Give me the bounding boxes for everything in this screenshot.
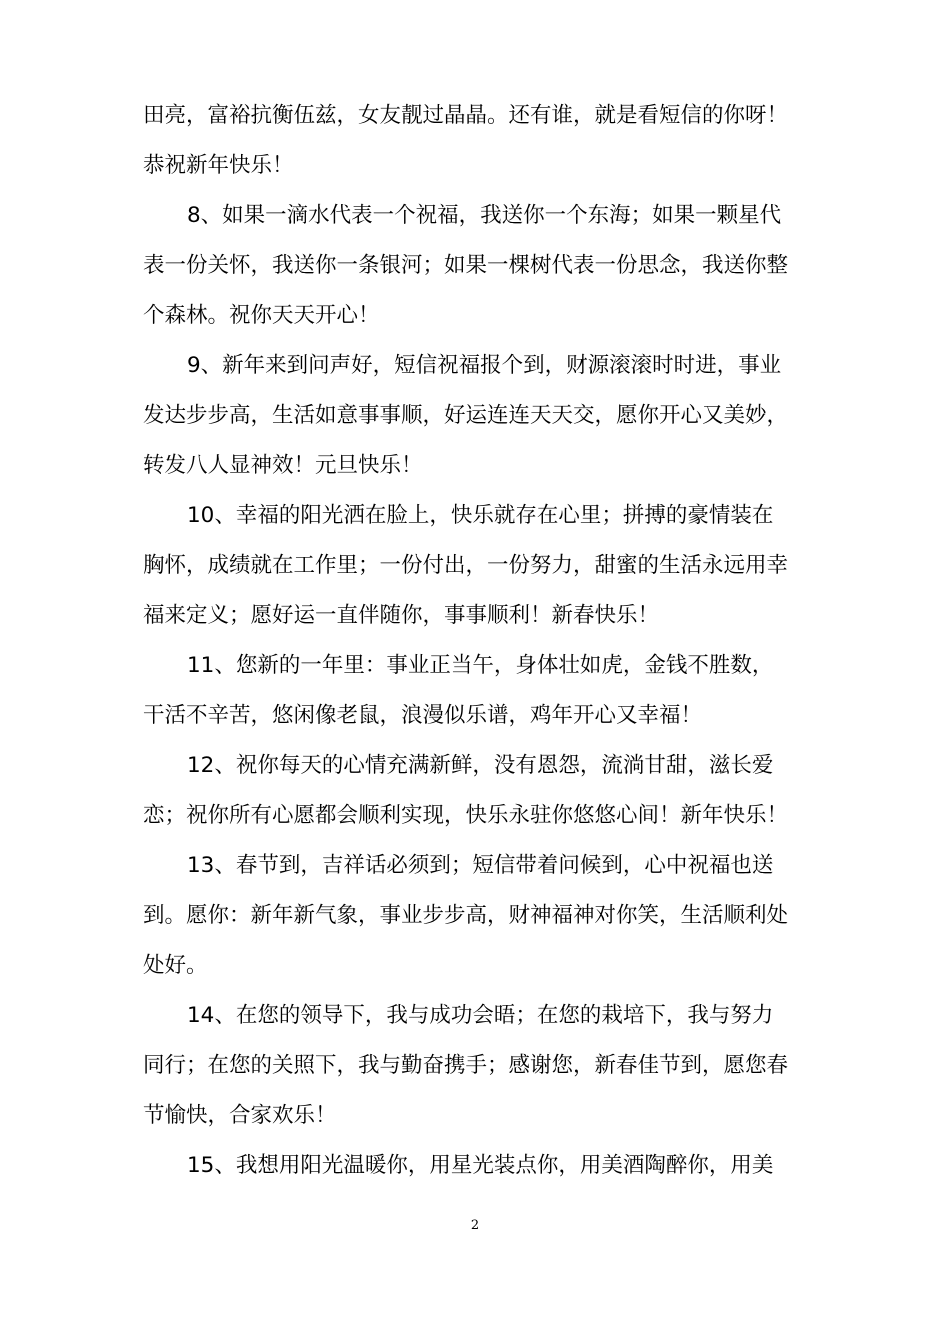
text-line: 到。愿你：新年新气象，事业步步高，财神福神对你笑，生活顺利处 [143, 903, 789, 928]
paragraph-start-9: 9、新年来到问声好，短信祝福报个到，财源滚滚时时进，事业 [187, 353, 782, 378]
paragraph-start-12: 12、祝你每天的心情充满新鲜，没有恩怨，流淌甘甜，滋长爱 [187, 753, 774, 778]
text-line: 干活不辛苦，悠闲像老鼠，浪漫似乐谱，鸡年开心又幸福！ [143, 703, 703, 728]
text-line: 节愉快，合家欢乐！ [143, 1103, 337, 1128]
text-line: 处好。 [143, 953, 208, 978]
document-body [143, 91, 819, 1191]
text-line: 胸怀，成绩就在工作里；一份付出，一份努力，甜蜜的生活永远用幸 [143, 553, 789, 578]
text-line: 福来定义；愿好运一直伴随你，事事顺利！新春快乐！ [143, 603, 660, 628]
text-line: 恋；祝你所有心愿都会顺利实现，快乐永驻你悠悠心间！新年快乐！ [143, 803, 789, 828]
paragraph-start-15: 15、我想用阳光温暖你，用星光装点你，用美酒陶醉你，用美 [187, 1153, 774, 1178]
text-line: 表一份关怀，我送你一条银河；如果一棵树代表一份思念，我送你整 [143, 253, 789, 278]
text-line: 田亮，富裕抗衡伍兹，女友靓过晶晶。还有谁，就是看短信的你呀！ [143, 103, 789, 128]
paragraph-start-11: 11、您新的一年里：事业正当午，身体壮如虎，金钱不胜数， [187, 653, 774, 678]
paragraph-start-13: 13、春节到，吉祥话必须到；短信带着问候到，心中祝福也送 [187, 853, 774, 878]
text-line: 同行；在您的关照下，我与勤奋携手；感谢您，新春佳节到，愿您春 [143, 1053, 789, 1078]
paragraph-start-14: 14、在您的领导下，我与成功会晤；在您的栽培下，我与努力 [187, 1003, 774, 1028]
text-line: 转发八人显神效！元旦快乐！ [143, 453, 423, 478]
text-line: 发达步步高，生活如意事事顺，好运连连天天交，愿你开心又美妙， [143, 403, 789, 428]
paragraph-start-10: 10、幸福的阳光洒在脸上，快乐就存在心里；拼搏的豪情装在 [187, 503, 774, 528]
text-line: 个森林。祝你天天开心！ [143, 303, 380, 328]
paragraph-start-8: 8、如果一滴水代表一个祝福，我送你一个东海；如果一颗星代 [187, 203, 782, 228]
text-line: 恭祝新年快乐！ [143, 153, 294, 178]
page-number: 2 [470, 1218, 480, 1233]
